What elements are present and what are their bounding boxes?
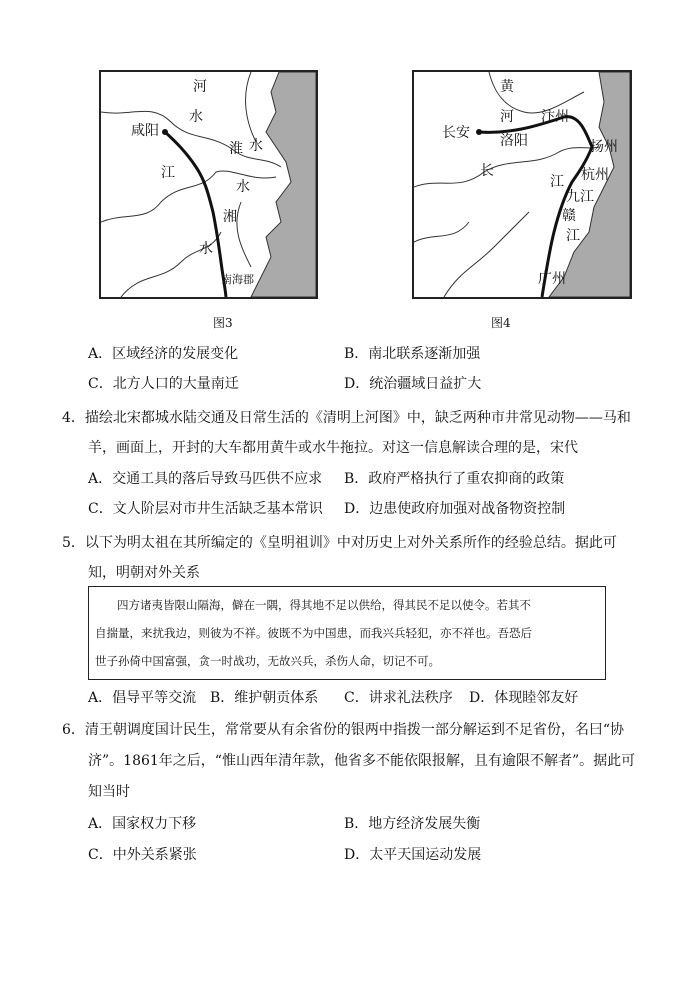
map4-label: 赣 bbox=[562, 208, 576, 224]
q5-option-b: B．维护朝贡体系 bbox=[210, 690, 319, 706]
q4-option-a: A．交通工具的落后导致马匹供不应求 bbox=[88, 471, 323, 487]
q3-option-d: D．统治疆域日益扩大 bbox=[344, 376, 482, 392]
map4-label: 广州 bbox=[538, 271, 566, 287]
map3-label: 水 bbox=[189, 109, 203, 125]
map4-label: 汴州 bbox=[541, 109, 569, 125]
q3-option-a: A．区域经济的发展变化 bbox=[88, 346, 239, 362]
map4-label: 河 bbox=[500, 109, 514, 125]
q5-quote-line1: 四方诸夷皆限山隔海，僻在一隅，得其地不足以供给，得其民不足以使令。若其不 bbox=[117, 598, 531, 612]
map3-label: 江 bbox=[161, 165, 175, 181]
map4-label: 黄 bbox=[500, 79, 514, 95]
q5-stem-line1: 5．以下为明太祖在其所编定的《皇明祖训》中对历史上对外关系所作的经验总结。据此可 bbox=[62, 535, 617, 551]
q5-option-a: A．倡导平等交流 bbox=[88, 690, 197, 706]
map3-label: 南海郡 bbox=[221, 273, 254, 286]
q5-quote-line3: 世子孙倚中国富强，贪一时战功，无故兴兵，杀伤人命，切记不可。 bbox=[95, 654, 440, 668]
map3-label: 咸阳 bbox=[131, 123, 159, 139]
q5-option-c: C．讲求礼法秩序 bbox=[344, 690, 453, 706]
map-3-drawing bbox=[101, 72, 316, 297]
q4-stem-line2: 羊，画面上，开封的大车都用黄牛或水牛拖拉。对这一信息解读合理的是，宋代 bbox=[88, 440, 578, 456]
map4-label: 长 bbox=[480, 163, 494, 179]
map3-label: 淮 bbox=[229, 141, 243, 157]
q5-option-d: D．体现睦邻友好 bbox=[469, 690, 579, 706]
map3-caption: 图3 bbox=[213, 316, 233, 330]
q6-option-b: B．地方经济发展失衡 bbox=[344, 816, 481, 832]
q6-stem-line2: 济”。1861年之后，“惟山西年清年款，他省多不能依限报解，且有逾限不解者”。据此可 bbox=[88, 753, 636, 769]
map-figure-3 bbox=[99, 70, 318, 299]
map4-label: 杭州 bbox=[581, 167, 609, 183]
map4-label: 江 bbox=[550, 174, 564, 190]
map4-label: 长安 bbox=[442, 125, 470, 141]
map3-label: 河 bbox=[193, 79, 207, 95]
q6-option-d: D．太平天国运动发展 bbox=[344, 847, 482, 863]
q3-option-c: C．北方人口的大量南迁 bbox=[88, 376, 239, 392]
map3-label: 湘 bbox=[223, 209, 237, 225]
map-4-drawing bbox=[414, 72, 630, 297]
q6-option-a: A．国家权力下移 bbox=[88, 816, 197, 832]
q3-option-b: B．南北联系逐渐加强 bbox=[344, 346, 481, 362]
q6-option-c: C．中外关系紧张 bbox=[88, 847, 197, 863]
map4-label: 洛阳 bbox=[500, 133, 528, 149]
map3-label: 水 bbox=[249, 138, 263, 154]
q5-quote-line2: 自揣量，来扰我边，则彼为不祥。彼既不为中国患，而我兴兵轻犯，亦不祥也。吾恐后 bbox=[95, 626, 532, 640]
map4-caption: 图4 bbox=[491, 316, 511, 330]
map3-label: 水 bbox=[199, 241, 213, 257]
q6-stem-line1: 6．清王朝调度国计民生，常常要从有余省份的银两中指拨一部分解运到不足省份，名曰“协 bbox=[62, 722, 625, 738]
q4-option-b: B．政府严格执行了重农抑商的政策 bbox=[344, 471, 565, 487]
q6-stem-line3: 知当时 bbox=[88, 784, 130, 800]
q5-quote-box bbox=[88, 586, 606, 680]
q5-stem-line2: 知，明朝对外关系 bbox=[88, 565, 200, 581]
map4-label: 江 bbox=[566, 228, 580, 244]
map3-label: 水 bbox=[236, 179, 250, 195]
q4-option-d: D．边患使政府加强对战备物资控制 bbox=[344, 501, 566, 517]
map-figure-4 bbox=[412, 70, 632, 299]
map4-label: 扬州 bbox=[590, 139, 618, 155]
map4-label: 九江 bbox=[566, 189, 594, 205]
q4-option-c: C．文人阶层对市井生活缺乏基本常识 bbox=[88, 501, 323, 517]
q4-stem-line1: 4．描绘北宋都城水陆交通及日常生活的《清明上河图》中，缺乏两种市井常见动物——马和 bbox=[62, 410, 631, 426]
